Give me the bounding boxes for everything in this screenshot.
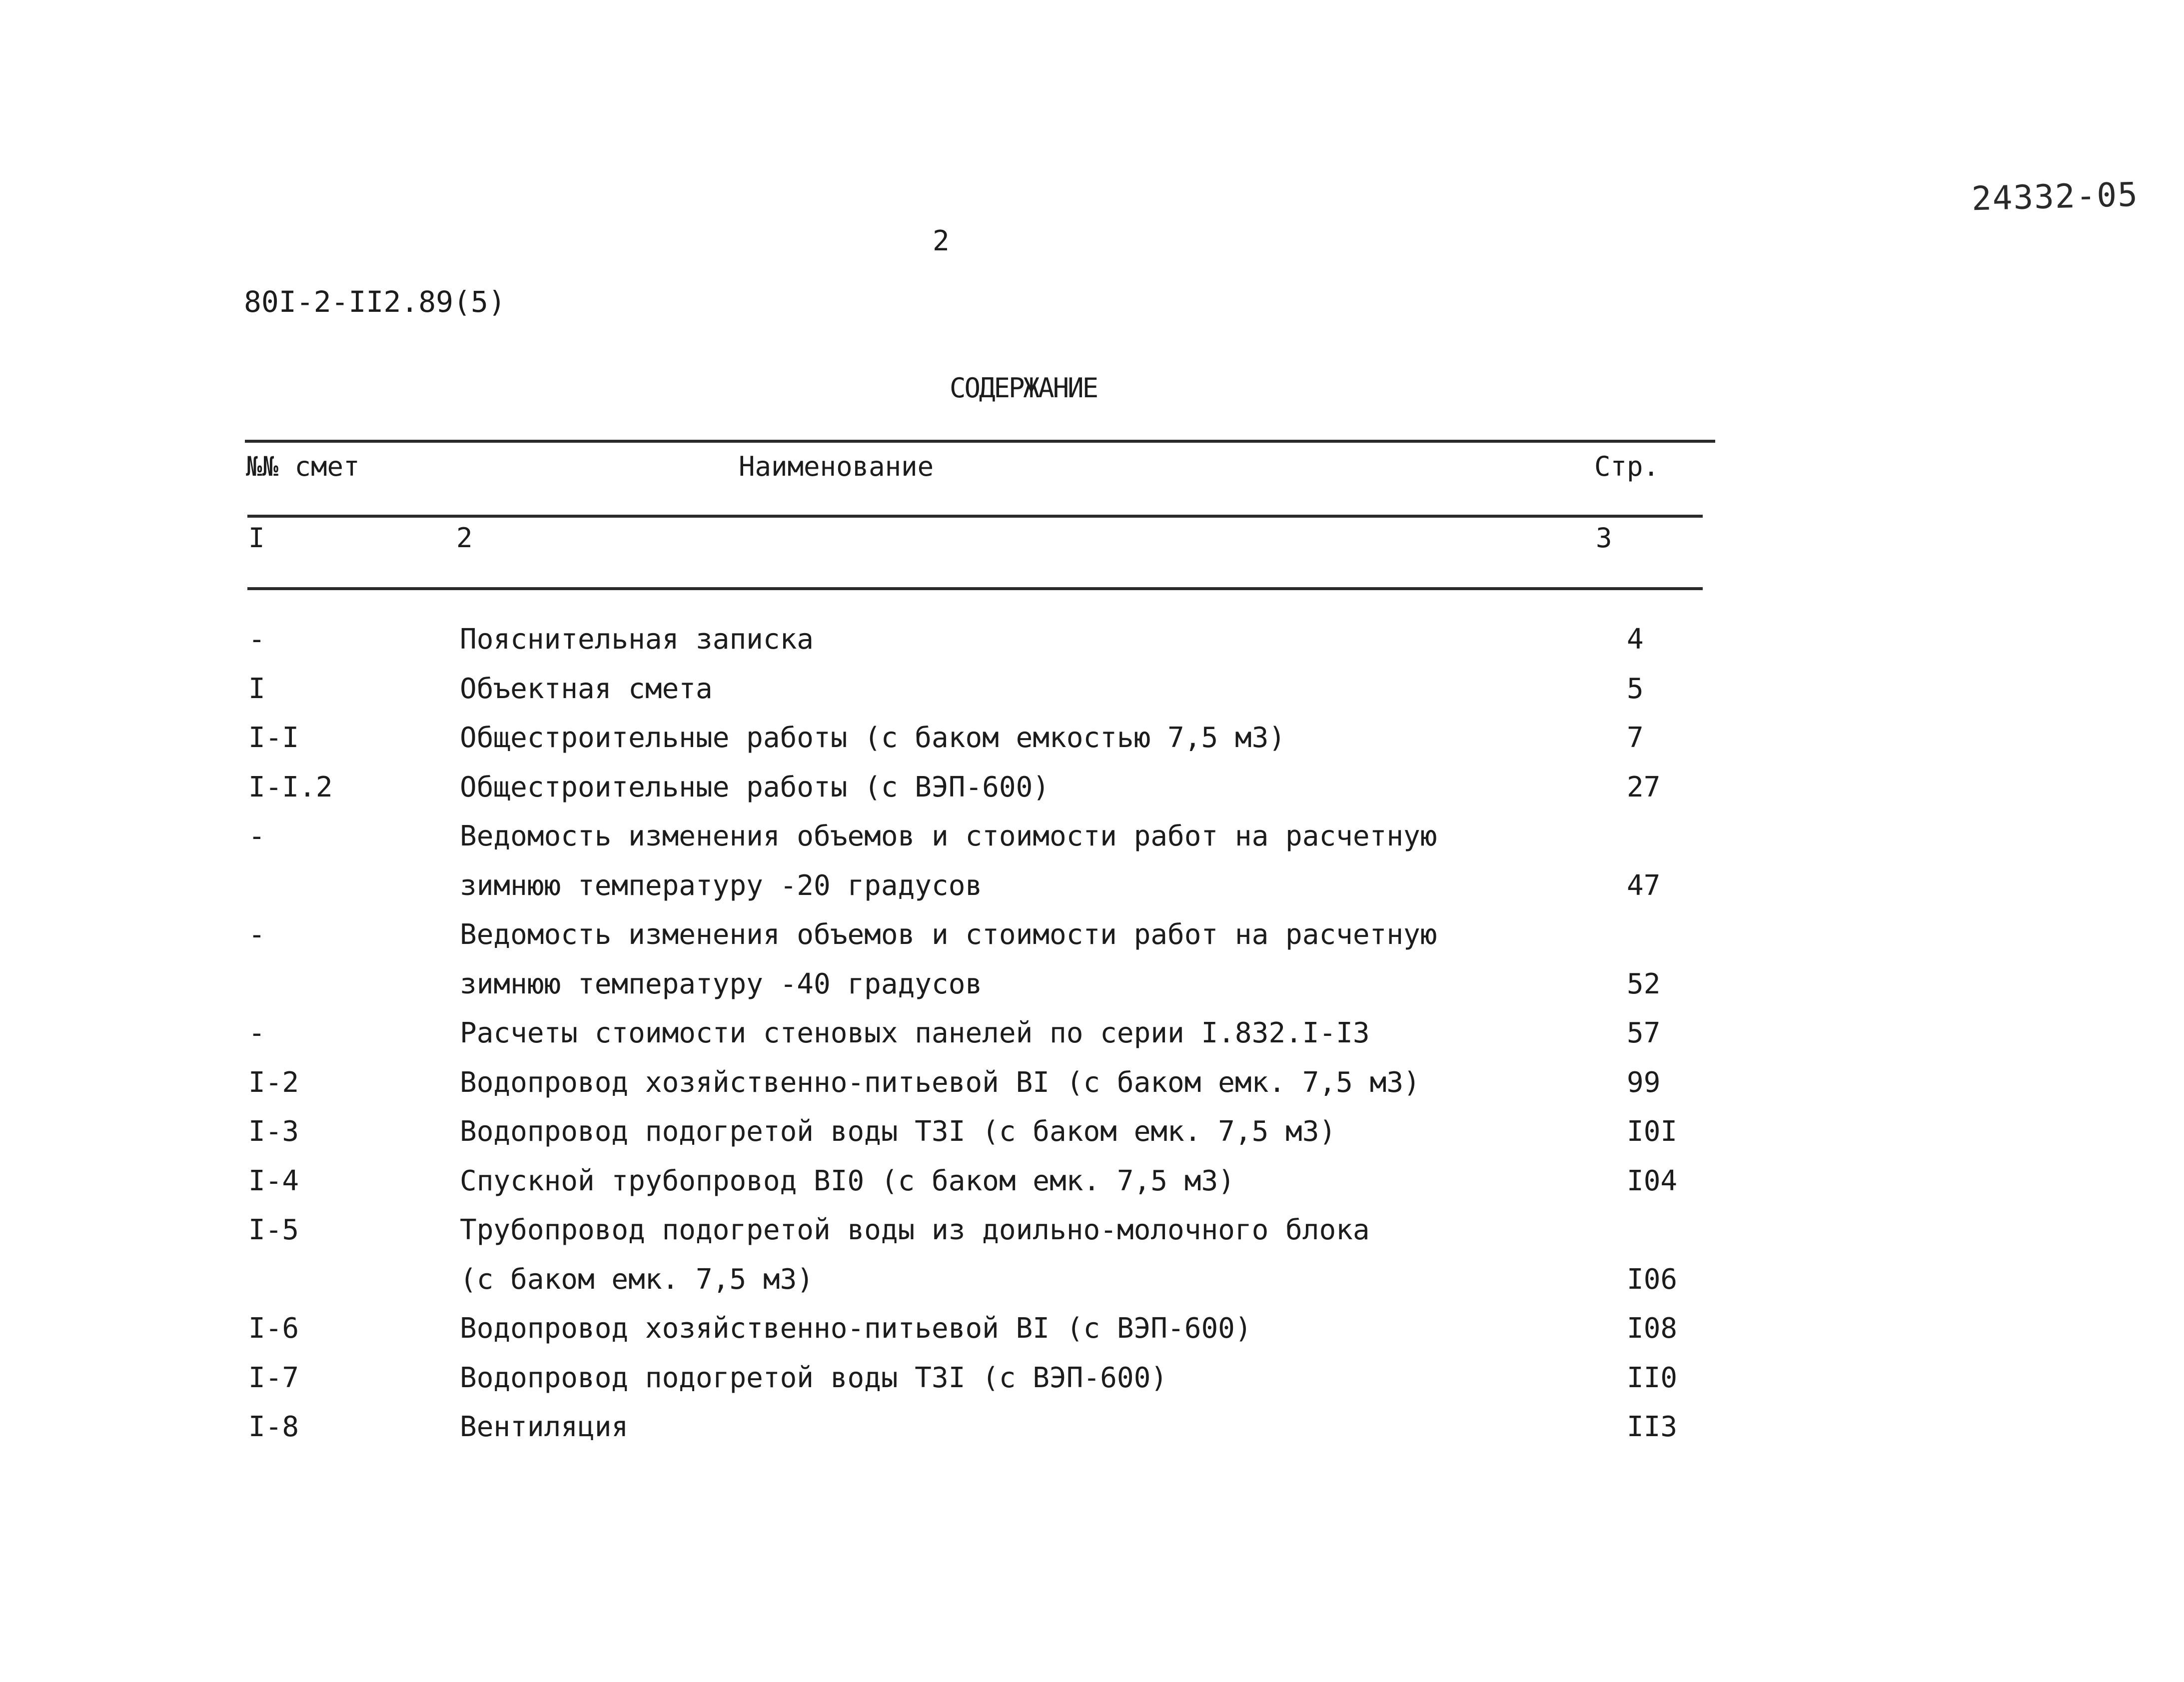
row-estimate-number: I-I.2	[248, 771, 333, 804]
row-page: I06	[1627, 1263, 1678, 1296]
row-estimate-number: -	[248, 820, 265, 852]
row-page: 52	[1627, 968, 1661, 1000]
row-name: зимнюю температуру -20 градусов	[460, 869, 983, 902]
row-name: Общестроительные работы (с ВЭП-600)	[460, 771, 1050, 804]
row-name: Трубопровод подогретой воды из доильно-молочного блока	[460, 1214, 1370, 1246]
row-page: II0	[1627, 1362, 1678, 1394]
row-page: I04	[1627, 1165, 1678, 1197]
row-page: 5	[1627, 673, 1644, 705]
row-page: I0I	[1627, 1115, 1678, 1148]
row-page: 99	[1627, 1066, 1661, 1099]
row-page: 47	[1627, 869, 1661, 902]
row-page: I08	[1627, 1312, 1678, 1345]
row-name: Общестроительные работы (с баком емкостью 7,5 м3)	[460, 722, 1286, 754]
row-estimate-number: -	[248, 623, 265, 656]
row-name: Спускной трубопровод BI0 (с баком емк. 7,5 м3)	[460, 1165, 1235, 1197]
row-estimate-number: I-7	[248, 1362, 299, 1394]
row-estimate-number: I	[248, 673, 265, 705]
header-page: Стр.	[1594, 451, 1660, 482]
row-estimate-number: I-2	[248, 1066, 299, 1099]
row-page: II3	[1627, 1411, 1678, 1443]
row-estimate-number: I-3	[248, 1115, 299, 1148]
row-name: Ведомость изменения объемов и стоимости работ на расчетную	[460, 820, 1437, 852]
row-page: 27	[1627, 771, 1661, 804]
row-estimate-number: I-5	[248, 1214, 299, 1246]
row-estimate-number: -	[248, 918, 265, 951]
row-page: 7	[1627, 722, 1644, 754]
row-name: Расчеты стоимости стеновых панелей по серии I.832.I-I3	[460, 1017, 1370, 1049]
page-title: СОДЕРЖАНИЕ	[950, 372, 1097, 404]
column-number-1: I	[248, 522, 265, 554]
row-name: зимнюю температуру -40 градусов	[460, 968, 983, 1000]
row-estimate-number: -	[248, 1017, 265, 1049]
column-number-3: 3	[1596, 522, 1612, 554]
row-name: Ведомость изменения объемов и стоимости работ на расчетную	[460, 918, 1437, 951]
row-estimate-number: I-6	[248, 1312, 299, 1345]
row-estimate-number: I-4	[248, 1165, 299, 1197]
page-number: 2	[933, 225, 950, 257]
row-name: Водопровод хозяйственно-питьевой BI (с баком емк. 7,5 м3)	[460, 1066, 1420, 1099]
series-code: 80I-2-II2.89(5)	[244, 285, 506, 319]
row-name: Водопровод хозяйственно-питьевой BI (с ВЭП-600)	[460, 1312, 1252, 1345]
row-estimate-number: I-8	[248, 1411, 299, 1443]
row-name: Водопровод подогретой воды Т3I (с баком емк. 7,5 м3)	[460, 1115, 1336, 1148]
row-page: 57	[1627, 1017, 1661, 1049]
row-name: Водопровод подогретой воды Т3I (с ВЭП-600)	[460, 1362, 1168, 1394]
column-number-2: 2	[456, 522, 473, 554]
header-name: Наименование	[739, 451, 934, 482]
row-name: Пояснительная записка	[460, 623, 814, 656]
row-page: 4	[1627, 623, 1644, 656]
document-number: 24332-05	[1971, 175, 2139, 218]
row-name: Вентиляция	[460, 1411, 629, 1443]
header-estimate-number: №№ смет	[246, 451, 360, 482]
row-name: Объектная смета	[460, 673, 713, 705]
row-name: (с баком емк. 7,5 м3)	[460, 1263, 814, 1296]
row-estimate-number: I-I	[248, 722, 299, 754]
